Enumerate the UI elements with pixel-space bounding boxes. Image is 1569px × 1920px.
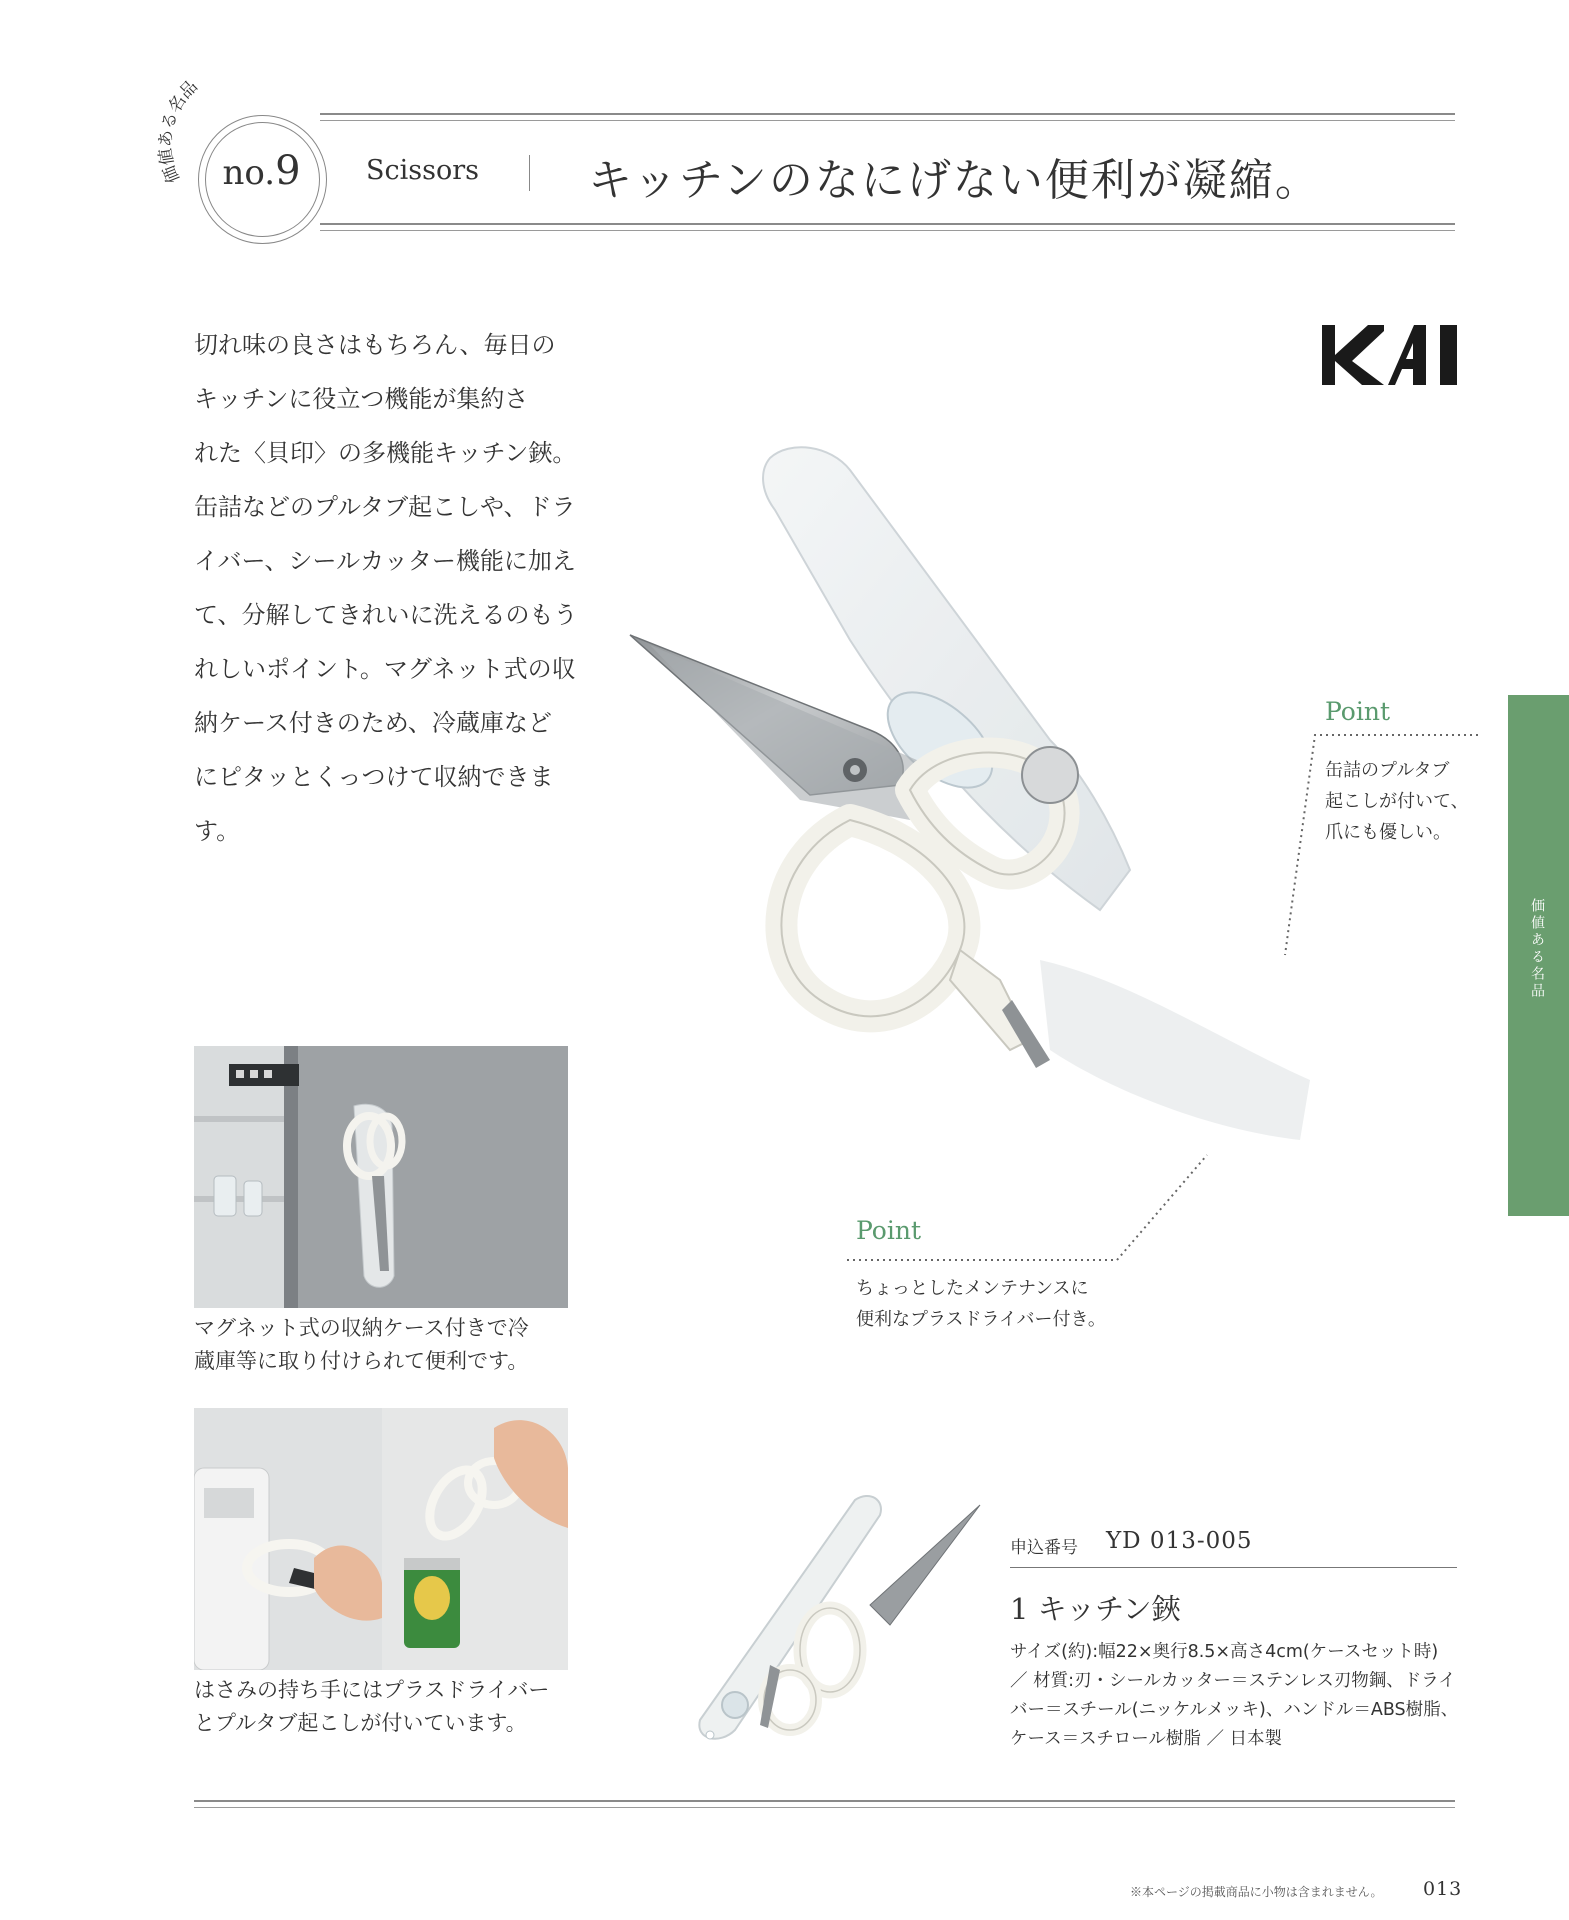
fridge-photo [194,1046,568,1308]
body-line: れた〈貝印〉の多機能キッチン鋏。 [194,439,577,467]
body-line: て、分解してきれいに洗えるのもう [194,601,578,629]
body-copy [194,318,578,858]
caption-line: 蔵庫等に取り付けられて便利です。 [194,1349,529,1373]
page-title: キッチンのなにげない便利が凝縮。 [588,155,1321,206]
order-number-label: 申込番号 [1010,1538,1078,1558]
category-label: Scissors [366,155,479,186]
footer-rule-2 [194,1807,1455,1808]
point-text-line: 便利なプラスドライバー付き。 [856,1309,1106,1330]
scissors-hero-image [610,440,1330,1230]
point-label: Point [856,1216,922,1245]
body-line: 缶詰などのプルタブ起こしや、ドラ [194,493,576,521]
point-leader-line [842,1150,1212,1265]
spec-line: ／ 材質:刃・シールカッター＝ステンレス刃物鋼、ドライ [1010,1671,1456,1691]
footer-note: ※本ページの掲載商品に小物は含まれません。 [1130,1885,1383,1899]
svg-text:価値ある名品: 価値ある名品 [155,76,202,186]
header-bottom-rule-1 [320,223,1455,225]
caption-line: マグネット式の収納ケース付きで冷 [194,1316,529,1340]
photo-caption [194,1312,584,1378]
header-top-rule-2 [320,120,1455,121]
caption-line: とプルタブ起こしが付いています。 [194,1711,527,1735]
hands-photo [194,1408,568,1670]
order-rule [1010,1567,1457,1568]
spec-line: サイズ(約):幅22×奥行8.5×高さ4cm(ケースセット時) [1010,1642,1439,1662]
header-top-rule-1 [320,113,1455,115]
spec-line: ケース＝スチロール樹脂 ／ 日本製 [1010,1729,1283,1749]
body-line: れしいポイント。マグネット式の収 [194,655,576,683]
kai-logo [1322,325,1457,385]
body-line: 納ケース付きのため、冷蔵庫など [194,709,552,737]
badge-number: no.9 [222,148,301,194]
spec-line: バー＝スチール(ニッケルメッキ)、ハンドル＝ABS樹脂、 [1010,1700,1459,1720]
caption-line: はさみの持ち手にはプラスドライバー [194,1678,550,1702]
body-line: にピタッとくっつけて収納できま [194,763,554,791]
point-text-line: 起こしが付いて、 [1325,791,1469,812]
product-image [690,1490,990,1760]
point-label: Point [1325,697,1391,726]
body-line: キッチンに役立つ機能が集約さ [194,385,529,413]
point-text-line: 缶詰のプルタブ [1325,760,1450,781]
body-line: イバー、シールカッター機能に加え [194,547,576,575]
footer-rule-1 [194,1800,1455,1802]
product-spec [1010,1638,1465,1754]
body-line: 切れ味の良さはもちろん、毎日の [194,331,556,359]
body-line: す。 [194,817,241,845]
side-tab-label: 価値ある名品 [1529,898,1545,1000]
header-separator [529,155,530,191]
point-text-line: ちょっとしたメンテナンスに [856,1278,1089,1299]
order-number: YD 013-005 [1106,1528,1253,1554]
point-text [856,1273,1106,1335]
page-number: 013 [1423,1878,1463,1900]
point-text-line: 爪にも優しい。 [1325,822,1451,843]
point-text [1325,755,1469,848]
header-bottom-rule-2 [320,230,1455,231]
product-name: 1 キッチン鋏 [1010,1592,1181,1626]
photo-caption [194,1674,584,1740]
